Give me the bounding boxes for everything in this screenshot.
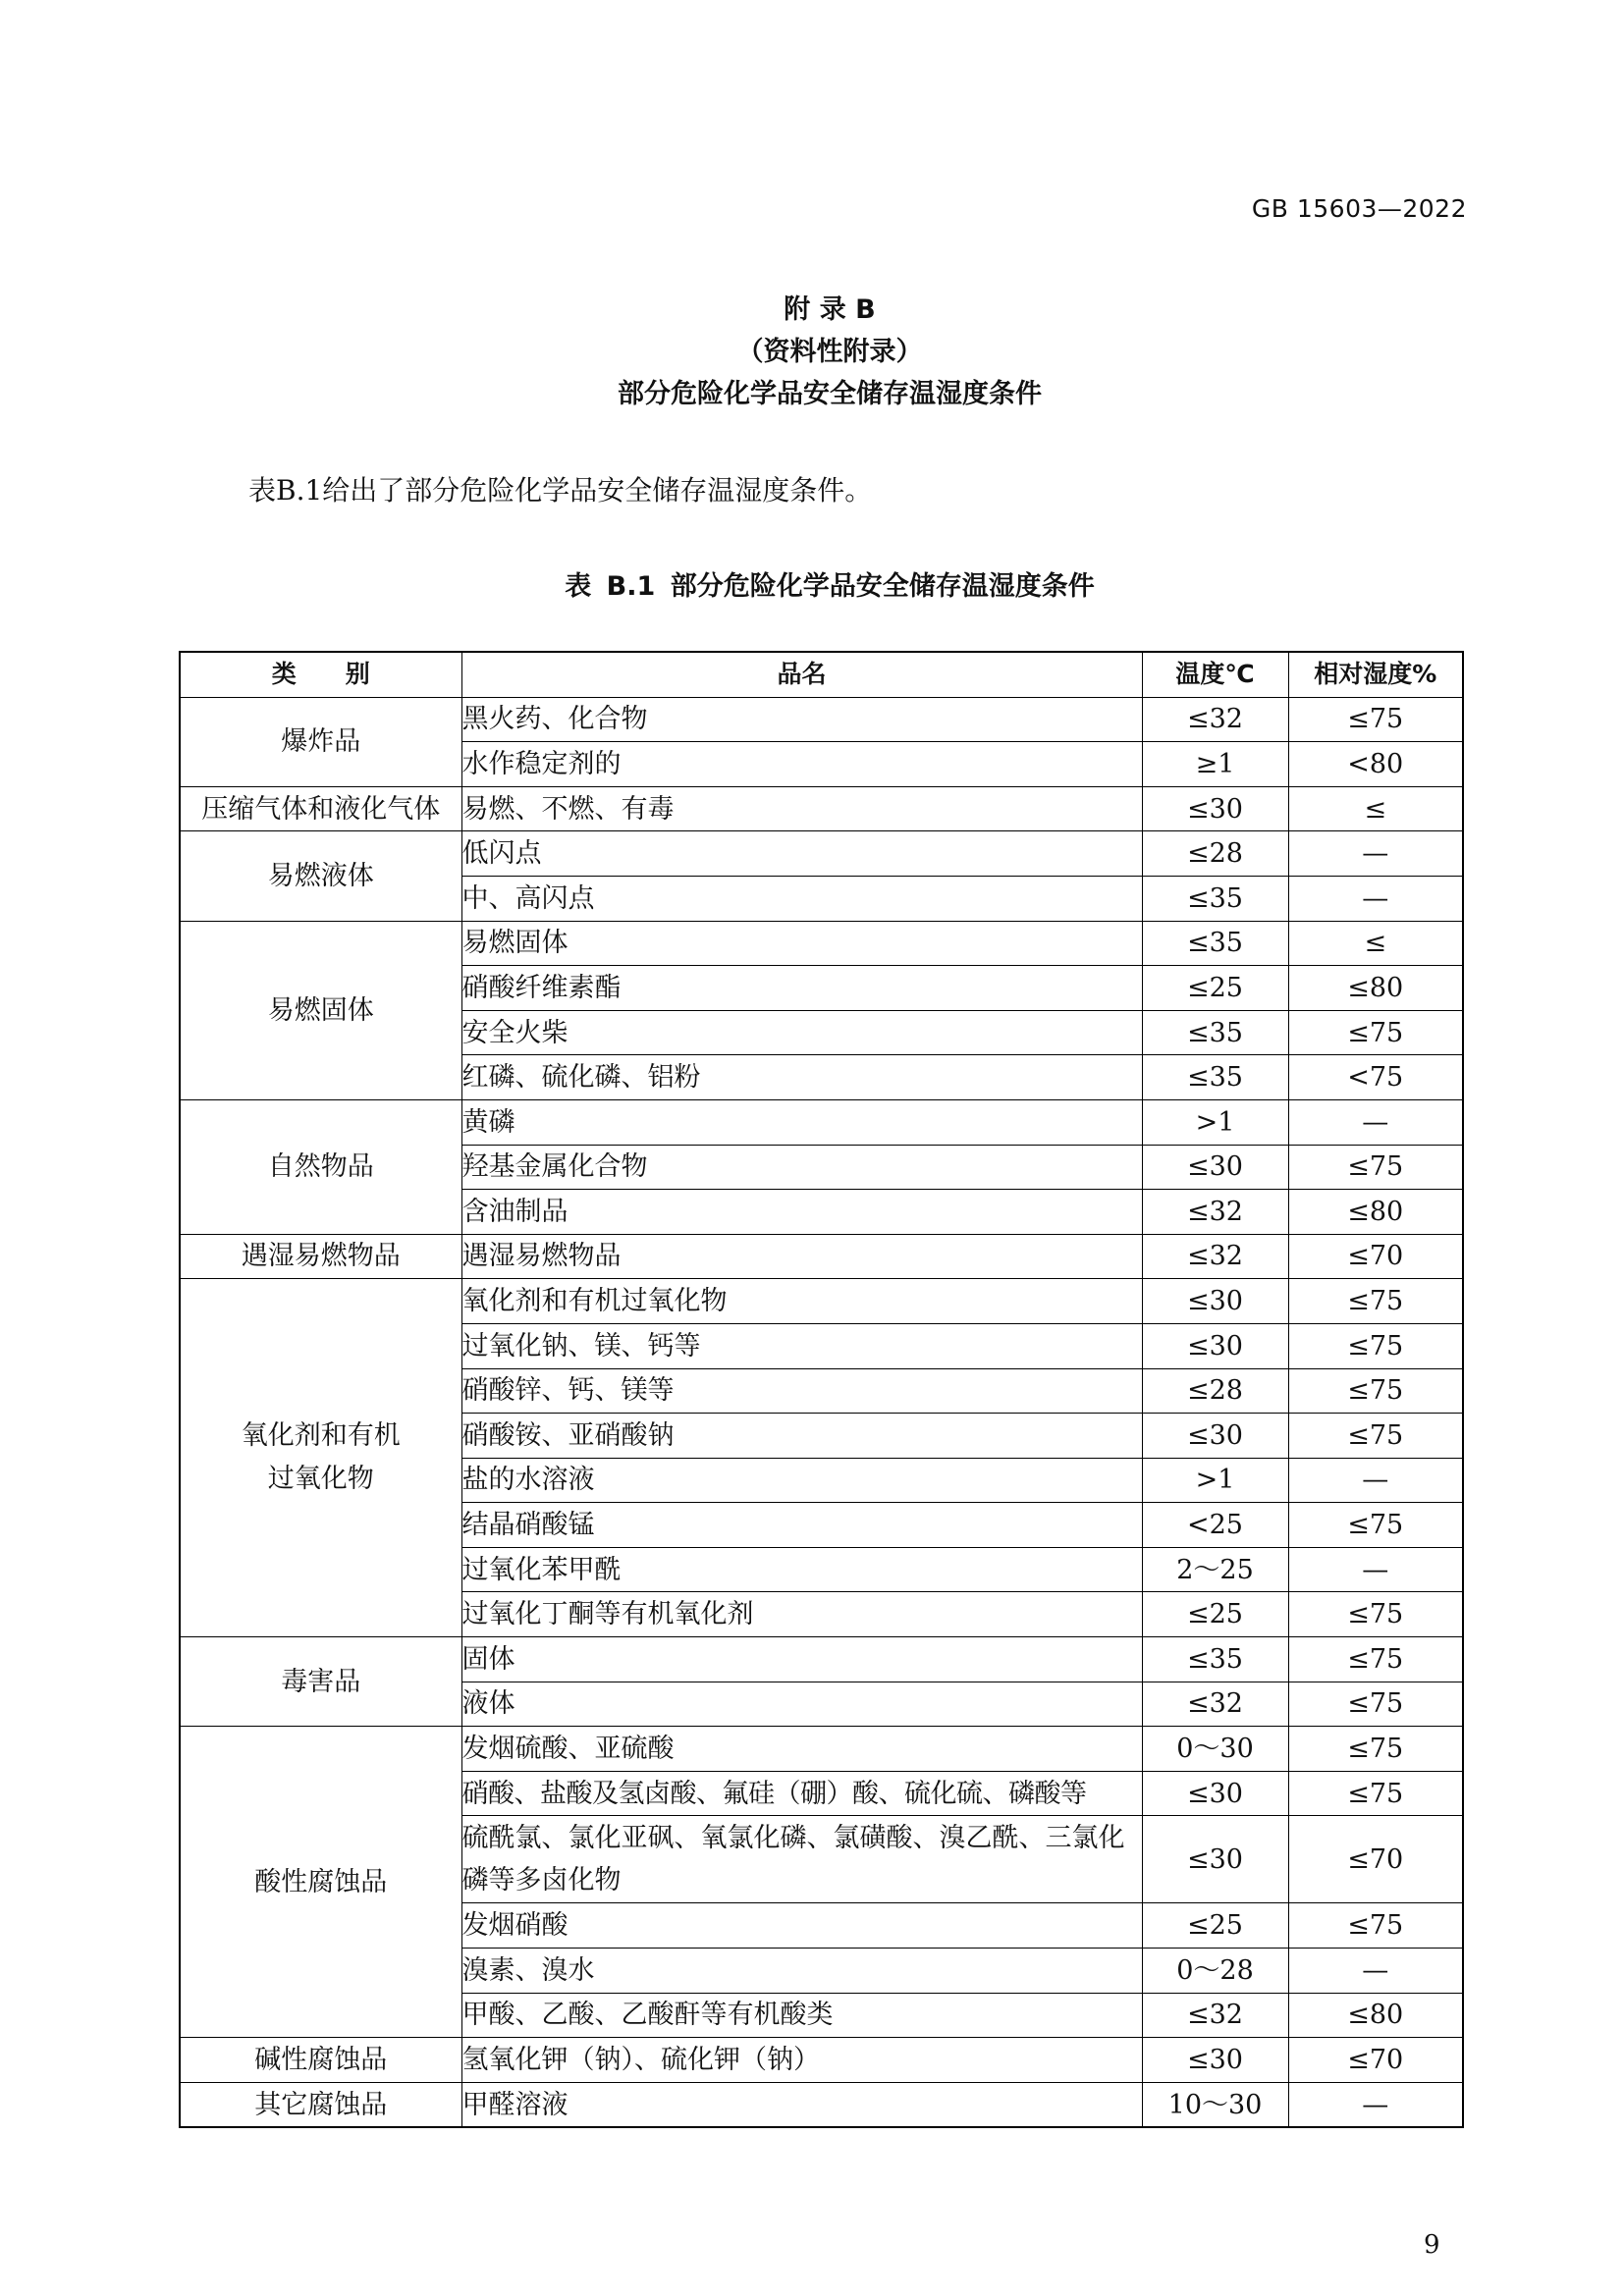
table-row (180, 786, 1463, 831)
temperature-cell: 0～30 (1142, 1727, 1288, 1772)
temperature-cell: <25 (1142, 1503, 1288, 1548)
table-row (180, 2082, 1463, 2127)
temperature-cell: ≤32 (1142, 1234, 1288, 1279)
product-name-cell: 安全火柴 (461, 1010, 1142, 1055)
temperature-cell: ≤30 (1142, 1279, 1288, 1324)
temperature-cell: ≤35 (1142, 1637, 1288, 1682)
product-name-cell: 固体 (461, 1637, 1142, 1682)
category-cell: 自然物品 (180, 1099, 461, 1234)
humidity-cell: ≤75 (1288, 1145, 1463, 1190)
product-name-cell: 结晶硝酸锰 (461, 1503, 1142, 1548)
category-cell: 压缩气体和液化气体 (180, 786, 461, 831)
header-temperature: 温度℃ (1142, 652, 1288, 697)
temperature-cell: >1 (1142, 1458, 1288, 1503)
table-row (180, 921, 1463, 966)
temperature-cell: ≤28 (1142, 1368, 1288, 1414)
humidity-cell: ≤75 (1288, 1503, 1463, 1548)
product-name-cell: 羟基金属化合物 (461, 1145, 1142, 1190)
product-name-cell: 硝酸铵、亚硝酸钠 (461, 1414, 1142, 1459)
humidity-cell: ≤75 (1288, 1279, 1463, 1324)
temperature-cell: ≤35 (1142, 876, 1288, 921)
product-name-cell: 红磷、硫化磷、铝粉 (461, 1055, 1142, 1100)
humidity-cell: — (1288, 1099, 1463, 1145)
temperature-cell: ≤28 (1142, 831, 1288, 877)
temperature-cell: ≤30 (1142, 1771, 1288, 1816)
humidity-cell: ≤75 (1288, 1682, 1463, 1727)
temperature-cell: ≤35 (1142, 1055, 1288, 1100)
category-cell: 易燃液体 (180, 831, 461, 921)
humidity-cell: ≤80 (1288, 1190, 1463, 1235)
humidity-cell: ≤ (1288, 921, 1463, 966)
product-name-cell: 氧化剂和有机过氧化物 (461, 1279, 1142, 1324)
category-label: 氧化剂和有机过氧化物 (241, 1420, 401, 1495)
product-name-cell: 甲醛溶液 (461, 2082, 1142, 2127)
table-row (180, 1099, 1463, 1145)
humidity-cell: ≤80 (1288, 1993, 1463, 2038)
humidity-cell: ≤ (1288, 786, 1463, 831)
humidity-cell: — (1288, 1547, 1463, 1592)
temperature-cell: ≤25 (1142, 966, 1288, 1011)
product-name-cell: 含油制品 (461, 1190, 1142, 1235)
table-row (180, 1234, 1463, 1279)
humidity-cell: ≤75 (1288, 1010, 1463, 1055)
humidity-cell: ≤80 (1288, 966, 1463, 1011)
category-cell: 爆炸品 (180, 697, 461, 786)
temperature-cell: ≤30 (1142, 1816, 1288, 1903)
appendix-label: 附 录 B (784, 294, 876, 325)
temperature-cell: ≤30 (1142, 2038, 1288, 2083)
category-cell: 其它腐蚀品 (180, 2082, 461, 2127)
product-name-cell: 低闪点 (461, 831, 1142, 877)
product-name-cell: 黑火药、化合物 (461, 697, 1142, 742)
humidity-cell: ≤70 (1288, 2038, 1463, 2083)
table-caption: 表 B.1 部分危险化学品安全储存温湿度条件 (565, 571, 1095, 602)
product-name-cell: 溴素、溴水 (461, 1949, 1142, 1994)
humidity-cell: ≤75 (1288, 1771, 1463, 1816)
temperature-cell: 0～28 (1142, 1949, 1288, 1994)
temperature-cell: ≤35 (1142, 921, 1288, 966)
category-cell: 毒害品 (180, 1637, 461, 1727)
product-name-cell: 甲酸、乙酸、乙酸酐等有机酸类 (461, 1993, 1142, 2038)
product-name-cell: 硝酸纤维素酯 (461, 966, 1142, 1011)
humidity-cell: ≤70 (1288, 1816, 1463, 1903)
appendix-type: （资料性附录） (736, 337, 923, 367)
temperature-cell: ≤25 (1142, 1592, 1288, 1637)
temperature-cell: ≤32 (1142, 1682, 1288, 1727)
product-name-cell: 液体 (461, 1682, 1142, 1727)
product-name-cell: 硝酸锌、钙、镁等 (461, 1368, 1142, 1414)
storage-conditions-table (179, 651, 1464, 2128)
temperature-cell: 2～25 (1142, 1547, 1288, 1592)
product-name-cell: 过氧化钠、镁、钙等 (461, 1323, 1142, 1368)
intro-paragraph: 表B.1给出了部分危险化学品安全储存温湿度条件。 (248, 474, 873, 507)
temperature-cell: ≤30 (1142, 1145, 1288, 1190)
temperature-cell: ≥1 (1142, 742, 1288, 787)
table-row (180, 831, 1463, 877)
humidity-cell: ≤70 (1288, 1234, 1463, 1279)
category-cell: 易燃固体 (180, 921, 461, 1099)
temperature-cell: 10～30 (1142, 2082, 1288, 2127)
humidity-cell: ≤75 (1288, 1368, 1463, 1414)
humidity-cell: — (1288, 1458, 1463, 1503)
table-row (180, 2038, 1463, 2083)
temperature-cell: ≤35 (1142, 1010, 1288, 1055)
humidity-cell: <80 (1288, 742, 1463, 787)
humidity-cell: <75 (1288, 1055, 1463, 1100)
header-category: 类 别 (180, 652, 461, 697)
product-name-cell: 黄磷 (461, 1099, 1142, 1145)
temperature-cell: ≤30 (1142, 786, 1288, 831)
product-name-cell: 中、高闪点 (461, 876, 1142, 921)
product-name-cell: 过氧化苯甲酰 (461, 1547, 1142, 1592)
product-name-cell: 硝酸、盐酸及氢卤酸、氟硅（硼）酸、硫化硫、磷酸等 (461, 1771, 1142, 1816)
humidity-cell: — (1288, 831, 1463, 877)
category-cell: 遇湿易燃物品 (180, 1234, 461, 1279)
humidity-cell: ≤75 (1288, 1637, 1463, 1682)
humidity-cell: ≤75 (1288, 1323, 1463, 1368)
product-name-cell: 发烟硫酸、亚硫酸 (461, 1727, 1142, 1772)
standard-code: GB 15603—2022 (1251, 194, 1467, 223)
header-product-name: 品名 (461, 652, 1142, 697)
appendix-heading (0, 289, 1624, 415)
temperature-cell: ≤32 (1142, 1993, 1288, 2038)
product-name-cell: 水作稳定剂的 (461, 742, 1142, 787)
product-name-cell: 发烟硝酸 (461, 1903, 1142, 1949)
temperature-cell: >1 (1142, 1099, 1288, 1145)
product-name-cell: 过氧化丁酮等有机氧化剂 (461, 1592, 1142, 1637)
humidity-cell: ≤75 (1288, 1414, 1463, 1459)
humidity-cell: ≤75 (1288, 1903, 1463, 1949)
temperature-cell: ≤32 (1142, 1190, 1288, 1235)
humidity-cell: ≤75 (1288, 1592, 1463, 1637)
table-row (180, 1637, 1463, 1682)
humidity-cell: — (1288, 2082, 1463, 2127)
category-cell (180, 1279, 461, 1637)
product-name-cell: 硫酰氯、氯化亚砜、氧氯化磷、氯磺酸、溴乙酰、三氯化磷等多卤化物 (461, 1816, 1142, 1903)
product-name-cell: 盐的水溶液 (461, 1458, 1142, 1503)
temperature-cell: ≤30 (1142, 1323, 1288, 1368)
temperature-cell: ≤25 (1142, 1903, 1288, 1949)
category-cell: 碱性腐蚀品 (180, 2038, 461, 2083)
humidity-cell: — (1288, 1949, 1463, 1994)
product-name-cell: 氢氧化钾（钠）、硫化钾（钠） (461, 2038, 1142, 2083)
table-row (180, 697, 1463, 742)
temperature-cell: ≤30 (1142, 1414, 1288, 1459)
humidity-cell: ≤75 (1288, 697, 1463, 742)
product-name-cell: 遇湿易燃物品 (461, 1234, 1142, 1279)
product-name-cell: 易燃、不燃、有毒 (461, 786, 1142, 831)
header-humidity: 相对湿度% (1288, 652, 1463, 697)
humidity-cell: — (1288, 876, 1463, 921)
table-row (180, 1727, 1463, 1772)
temperature-cell: ≤32 (1142, 697, 1288, 742)
page-number: 9 (1424, 2230, 1440, 2260)
product-name-cell: 易燃固体 (461, 921, 1142, 966)
appendix-title: 部分危险化学品安全储存温湿度条件 (618, 379, 1042, 409)
humidity-cell: ≤75 (1288, 1727, 1463, 1772)
table-header-row (180, 652, 1463, 697)
table-row (180, 1279, 1463, 1324)
category-cell: 酸性腐蚀品 (180, 1727, 461, 2038)
